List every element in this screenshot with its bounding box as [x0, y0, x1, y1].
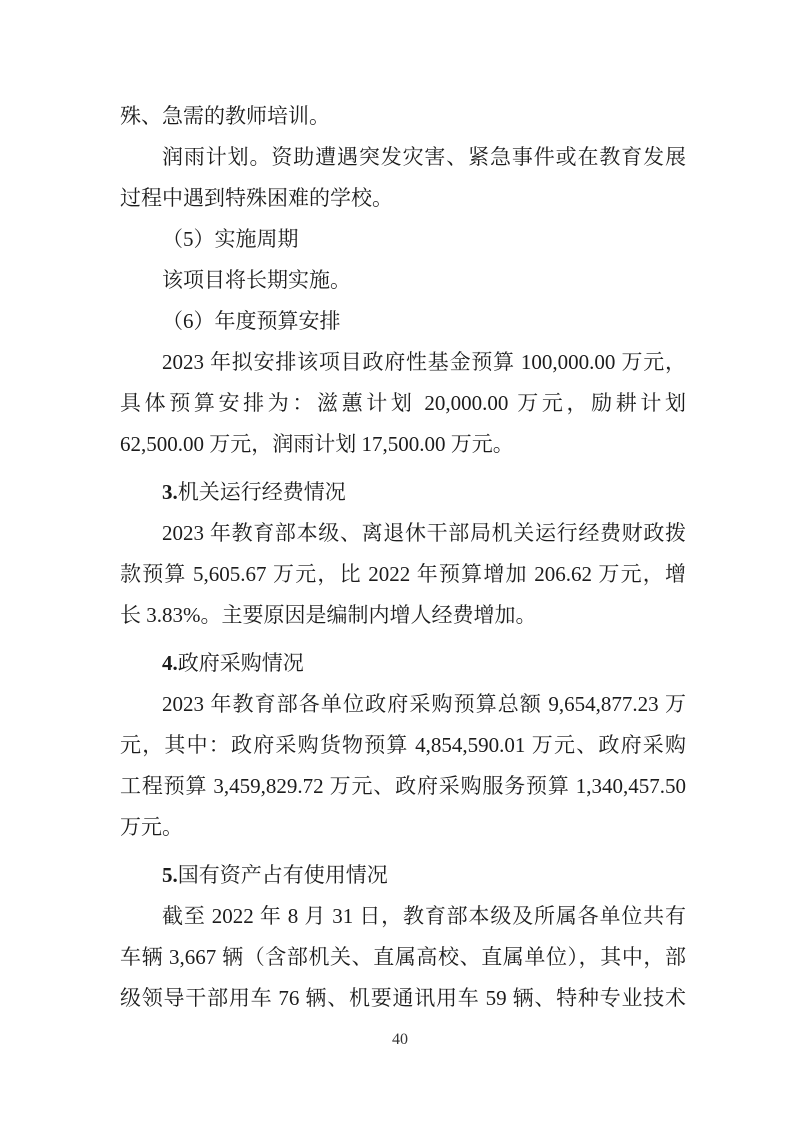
page-number: 40	[392, 1031, 408, 1048]
paragraph-line: 62,500.00 万元，润雨计划 17,500.00 万元。	[120, 432, 514, 456]
paragraph-line: 2023 年拟安排该项目政府性基金预算 100,000.00 万元，	[162, 350, 686, 374]
section-heading-3	[120, 472, 686, 513]
paragraph-line: 具体预算安排为：滋蕙计划 20,000.00 万元，励耕计划	[120, 391, 686, 415]
paragraph-line: 润雨计划。资助遭遇突发灾害、紧急事件或在教育发展	[162, 145, 686, 169]
subheading-5-implementation-period: （5）实施周期	[162, 227, 299, 251]
section-number: 5.	[162, 863, 178, 887]
paragraph-line: 级领导干部用车 76 辆、机要通讯用车 59 辆、特种专业技术	[120, 986, 686, 1010]
section-title: 国有资产占有使用情况	[177, 863, 388, 887]
paragraph-line: 过程中遇到特殊困难的学校。	[120, 186, 393, 210]
paragraph-line: 长 3.83%。主要原因是编制内增人经费增加。	[120, 603, 537, 627]
section-title: 机关运行经费情况	[177, 480, 346, 504]
paragraph-line: 车辆 3,667 辆（含部机关、直属高校、直属单位），其中，部	[120, 945, 686, 969]
paragraph-line: 2023 年教育部本级、离退休干部局机关运行经费财政拨	[162, 521, 686, 545]
paragraph-line: 工程预算 3,459,829.72 万元、政府采购服务预算 1,340,457.50	[120, 774, 686, 798]
paragraph-line: 该项目将长期实施。	[162, 268, 351, 292]
paragraph-line: 万元。	[120, 815, 183, 839]
section-title: 政府采购情况	[177, 651, 304, 675]
paragraph-line: 元，其中：政府采购货物预算 4,854,590.01 万元、政府采购	[120, 733, 686, 757]
section-heading-4	[120, 643, 686, 684]
document-body	[120, 96, 686, 1019]
paragraph-line: 款预算 5,605.67 万元，比 2022 年预算增加 206.62 万元，增	[120, 562, 686, 586]
section-number: 3.	[162, 480, 178, 504]
paragraph-line: 殊、急需的教师培训。	[120, 104, 330, 128]
subheading-6-annual-budget: （6）年度预算安排	[162, 309, 341, 333]
section-heading-5	[120, 855, 686, 896]
paragraph-line: 截至 2022 年 8 月 31 日，教育部本级及所属各单位共有	[162, 904, 686, 928]
paragraph-line: 2023 年教育部各单位政府采购预算总额 9,654,877.23 万	[162, 692, 686, 716]
section-number: 4.	[162, 651, 178, 675]
